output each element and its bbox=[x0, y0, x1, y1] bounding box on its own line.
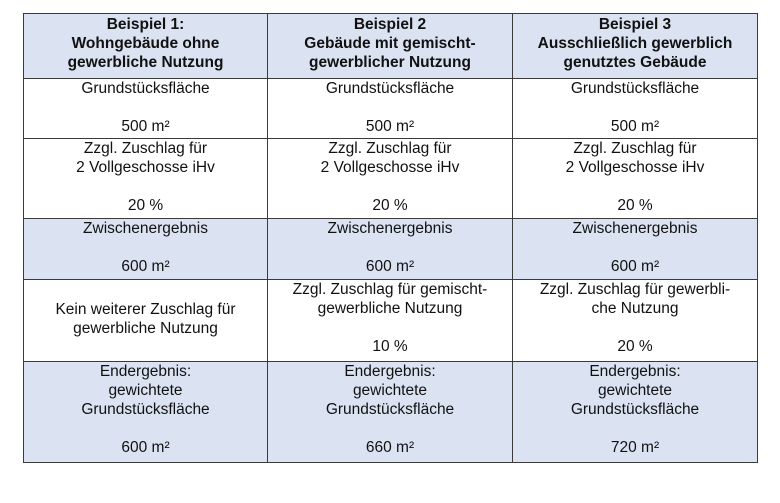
cell-value: 600 m² bbox=[121, 439, 170, 456]
table-row-zuschlag-vollgeschosse bbox=[24, 139, 758, 219]
table-cell bbox=[513, 362, 758, 463]
table-cell bbox=[268, 219, 513, 280]
cell-label: Endergebnis: gewichtete Grundstücksfläche bbox=[570, 363, 700, 418]
header-cell-beispiel-3: Beispiel 3 Ausschließlich gewerblich genutztes Gebäude bbox=[513, 14, 758, 79]
table-cell bbox=[268, 79, 513, 139]
table-cell bbox=[513, 280, 758, 362]
cell-label: Zzgl. Zuschlag für 2 Vollgeschosse iHv bbox=[565, 140, 705, 176]
header-cell-beispiel-1: Beispiel 1: Wohngebäude ohne gewerbliche Nutzung bbox=[24, 14, 268, 79]
table-cell bbox=[268, 139, 513, 219]
cell-label: Zzgl. Zuschlag für gewerbli- che Nutzung bbox=[539, 281, 731, 317]
cell-label: Zwischenergebnis bbox=[572, 220, 698, 237]
cell-value: 20 % bbox=[127, 197, 164, 214]
cell-label: Endergebnis: gewichtete Grundstücksfläche bbox=[81, 363, 210, 418]
table-cell bbox=[24, 139, 268, 219]
cell-label: Zzgl. Zuschlag für 2 Vollgeschosse iHv bbox=[76, 140, 215, 176]
cell-label: Grundstücksfläche bbox=[570, 80, 700, 97]
cell-label: Endergebnis: gewichtete Grundstücksfläche bbox=[325, 363, 455, 418]
cell-value: 500 m² bbox=[610, 118, 660, 135]
cell-value: 20 % bbox=[617, 197, 653, 214]
table-cell bbox=[513, 139, 758, 219]
cell-value: 660 m² bbox=[365, 439, 415, 456]
table-cell bbox=[24, 219, 268, 280]
comparison-table bbox=[23, 13, 758, 463]
table-cell bbox=[513, 219, 758, 280]
table-row-grundstuecksflaeche bbox=[24, 79, 758, 139]
table-cell bbox=[513, 79, 758, 139]
table-cell bbox=[24, 79, 268, 139]
cell-value: 600 m² bbox=[365, 258, 415, 275]
table-cell bbox=[24, 280, 268, 362]
table-row-endergebnis bbox=[24, 362, 758, 463]
table-cell bbox=[268, 280, 513, 362]
cell-label: Zwischenergebnis bbox=[327, 220, 453, 237]
cell-value: 500 m² bbox=[121, 118, 170, 135]
cell-label: Kein weiterer Zuschlag für gewerbliche Nutzung bbox=[55, 301, 236, 337]
cell-value: 600 m² bbox=[121, 258, 170, 275]
cell-label: Zwischenergebnis bbox=[83, 220, 208, 237]
cell-value: 20 % bbox=[617, 338, 653, 355]
cell-value: 500 m² bbox=[365, 118, 415, 135]
header-cell-beispiel-2: Beispiel 2 Gebäude mit gemischt- gewerblicher Nutzung bbox=[268, 14, 513, 79]
table-cell bbox=[24, 362, 268, 463]
table-row-zwischenergebnis bbox=[24, 219, 758, 280]
cell-value: 720 m² bbox=[610, 439, 660, 456]
cell-value: 600 m² bbox=[610, 258, 660, 275]
cell-label: Zzgl. Zuschlag für gemischt- gewerbliche Nutzung bbox=[292, 281, 488, 317]
cell-value: 10 % bbox=[372, 338, 408, 355]
header-row bbox=[24, 14, 758, 79]
table-cell bbox=[268, 362, 513, 463]
cell-value: 20 % bbox=[372, 197, 408, 214]
cell-label: Zzgl. Zuschlag für 2 Vollgeschosse iHv bbox=[320, 140, 460, 176]
table-row-zuschlag-gewerblich bbox=[24, 280, 758, 362]
cell-label: Grundstücksfläche bbox=[81, 80, 210, 97]
cell-label: Grundstücksfläche bbox=[325, 80, 455, 97]
